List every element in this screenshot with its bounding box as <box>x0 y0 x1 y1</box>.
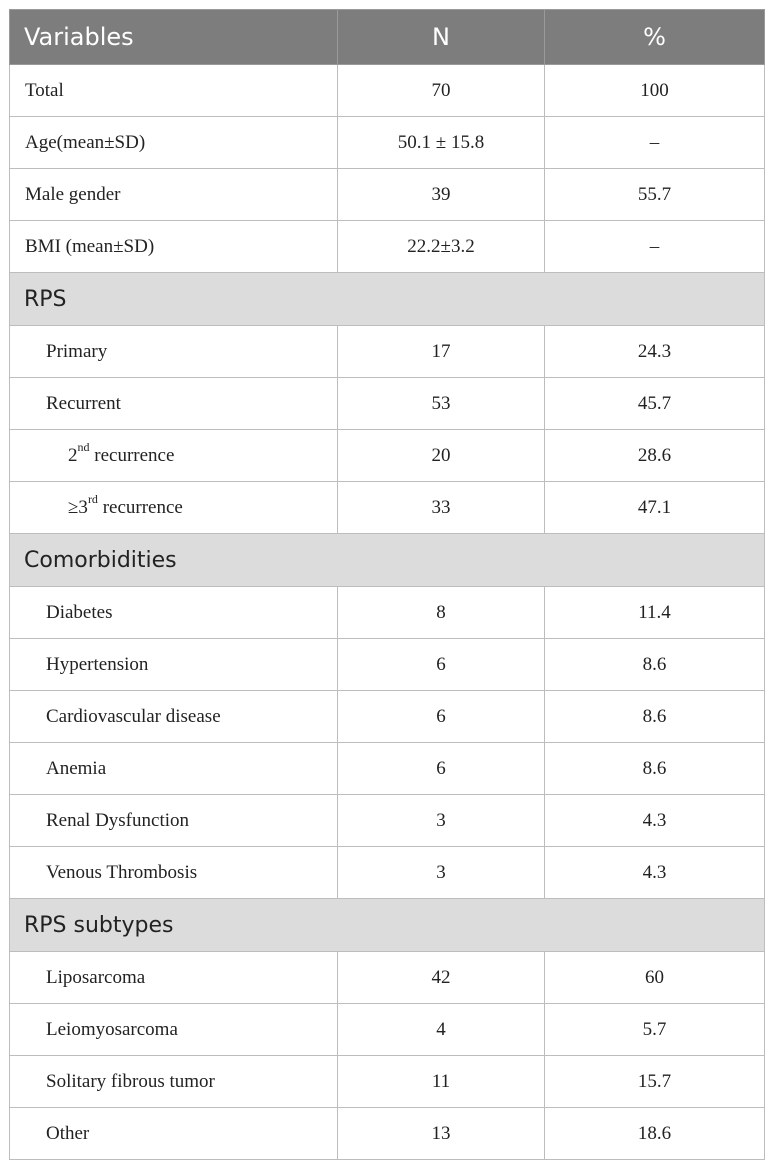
table-row <box>10 326 765 378</box>
header-variables: Variables <box>10 10 338 65</box>
table-row <box>10 847 765 899</box>
table-row <box>10 378 765 430</box>
table-row <box>10 65 765 117</box>
label-suffix: recurrence <box>97 496 183 518</box>
label-superscript: nd <box>77 440 90 455</box>
table-row <box>10 1108 765 1160</box>
row-n: 39 <box>338 169 545 221</box>
row-percent: 28.6 <box>545 430 765 482</box>
row-label: Anemia <box>10 743 338 795</box>
row-percent: 8.6 <box>545 639 765 691</box>
label-prefix: 2 <box>68 444 78 466</box>
row-percent: 5.7 <box>545 1004 765 1056</box>
row-label: Male gender <box>10 169 338 221</box>
table-row <box>10 169 765 221</box>
table-body <box>10 65 765 1160</box>
row-label: Diabetes <box>10 587 338 639</box>
section-row-subtypes <box>10 899 765 952</box>
row-label: Venous Thrombosis <box>10 847 338 899</box>
table-row <box>10 743 765 795</box>
row-label: Other <box>10 1108 338 1160</box>
row-label: Renal Dysfunction <box>10 795 338 847</box>
row-label <box>10 430 338 482</box>
row-n: 20 <box>338 430 545 482</box>
row-label: Primary <box>10 326 338 378</box>
row-percent: 60 <box>545 952 765 1004</box>
table-row <box>10 1056 765 1108</box>
row-percent: 100 <box>545 65 765 117</box>
label-suffix: recurrence <box>89 444 175 466</box>
row-label <box>10 482 338 534</box>
row-percent: – <box>545 117 765 169</box>
row-n: 70 <box>338 65 545 117</box>
row-percent: 18.6 <box>545 1108 765 1160</box>
section-title: Comorbidities <box>10 534 765 587</box>
table-row <box>10 482 765 534</box>
table-row <box>10 117 765 169</box>
table-row <box>10 952 765 1004</box>
row-n: 6 <box>338 743 545 795</box>
row-n: 50.1 ± 15.8 <box>338 117 545 169</box>
row-label: Hypertension <box>10 639 338 691</box>
row-label: Total <box>10 65 338 117</box>
row-label: Liposarcoma <box>10 952 338 1004</box>
row-label: BMI (mean±SD) <box>10 221 338 273</box>
row-n: 33 <box>338 482 545 534</box>
row-percent: 8.6 <box>545 691 765 743</box>
row-n: 17 <box>338 326 545 378</box>
table-row <box>10 430 765 482</box>
row-percent: – <box>545 221 765 273</box>
row-n: 53 <box>338 378 545 430</box>
row-n: 13 <box>338 1108 545 1160</box>
row-n: 6 <box>338 639 545 691</box>
row-percent: 15.7 <box>545 1056 765 1108</box>
row-percent: 24.3 <box>545 326 765 378</box>
header-percent: % <box>545 10 765 65</box>
row-percent: 47.1 <box>545 482 765 534</box>
header-row <box>10 10 765 65</box>
row-percent: 11.4 <box>545 587 765 639</box>
table-row <box>10 795 765 847</box>
row-n: 3 <box>338 847 545 899</box>
row-percent: 45.7 <box>545 378 765 430</box>
section-row-rps <box>10 273 765 326</box>
row-label: Age(mean±SD) <box>10 117 338 169</box>
row-n: 4 <box>338 1004 545 1056</box>
row-n: 22.2±3.2 <box>338 221 545 273</box>
row-n: 11 <box>338 1056 545 1108</box>
row-label: Cardiovascular disease <box>10 691 338 743</box>
row-label: Leiomyosarcoma <box>10 1004 338 1056</box>
table-row <box>10 639 765 691</box>
label-superscript: rd <box>87 492 98 507</box>
section-title: RPS <box>10 273 765 326</box>
row-n: 8 <box>338 587 545 639</box>
table-row <box>10 587 765 639</box>
row-n: 3 <box>338 795 545 847</box>
section-title: RPS subtypes <box>10 899 765 952</box>
header-n: N <box>338 10 545 65</box>
row-percent: 4.3 <box>545 795 765 847</box>
table-row <box>10 221 765 273</box>
table-row <box>10 691 765 743</box>
row-label: Solitary fibrous tumor <box>10 1056 338 1108</box>
label-prefix: ≥3 <box>68 496 88 518</box>
row-percent: 8.6 <box>545 743 765 795</box>
row-percent: 4.3 <box>545 847 765 899</box>
table-header <box>10 10 765 65</box>
row-n: 42 <box>338 952 545 1004</box>
characteristics-table <box>9 9 765 1160</box>
table-row <box>10 1004 765 1056</box>
row-label: Recurrent <box>10 378 338 430</box>
row-n: 6 <box>338 691 545 743</box>
row-percent: 55.7 <box>545 169 765 221</box>
section-row-comorbidities <box>10 534 765 587</box>
